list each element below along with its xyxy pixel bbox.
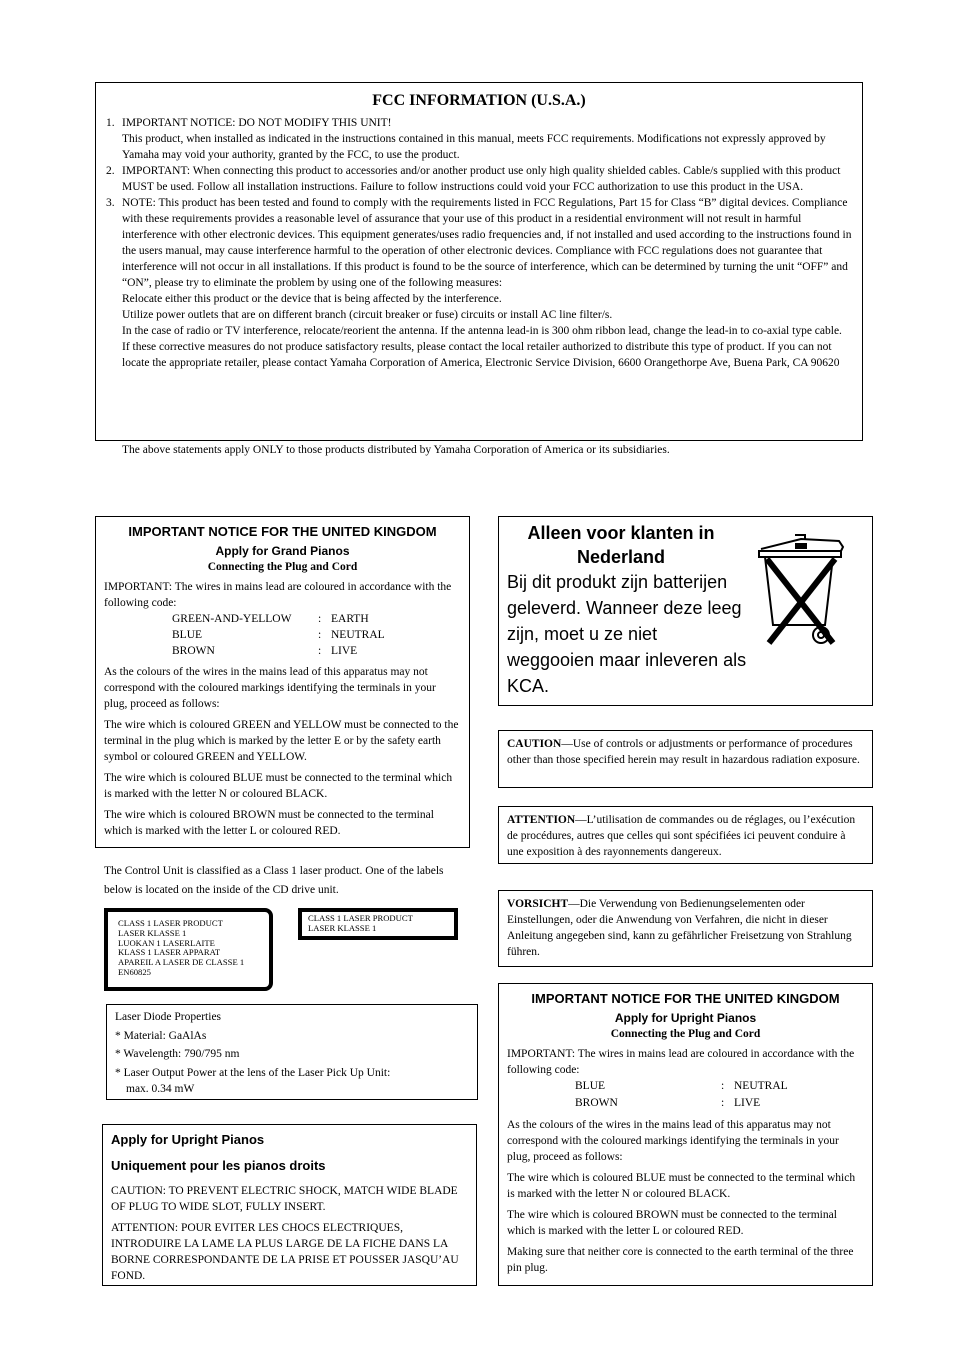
fcc-title: FCC INFORMATION (U.S.A.) xyxy=(372,92,586,109)
fcc-item-1-detail: This product, when installed as indicated in the instructions contained in this manual, meets FCC requirements. Modifications not expressly approved by Yamaha may void your authority, granted by the FCC, to use the product. xyxy=(122,133,826,161)
attention-label: ATTENTION xyxy=(507,814,576,826)
fcc-measure-3: In the case of radio or TV interference, relocate/reorient the antenna. If the antenna lead-in is 300 ohm ribbon lead, change the lead-in to co-axial type cable. xyxy=(122,325,842,337)
uk-grand-para: The wire which is coloured BROWN must be connected to the terminal which is marked with the letter L or coloured RED. xyxy=(104,809,434,837)
dutch-notice-body: Bij dit produkt zijn batterijen geleverd. Wanneer deze leeg zijn, moet u ze niet weggooien maar inleveren als KCA. xyxy=(507,572,747,696)
laser-classification-text: The Control Unit is classified as a Class 1 laser product. One of the labels below is located on the inside of the CD drive unit. xyxy=(104,865,444,896)
uk-grand-subtitle: Apply for Grand Pianos xyxy=(215,544,350,558)
uk-upright-para: As the colours of the wires in the mains lead of this apparatus may not correspond with the coloured markings identifying the terminals in your plug, proceed as follows: xyxy=(507,1119,839,1163)
caution-english xyxy=(498,730,873,788)
uk-grand-para: As the colours of the wires in the mains lead of this apparatus may not correspond with the coloured markings identifying the terminals in your plug, proceed as follows: xyxy=(104,666,436,710)
laser-label-multilingual: CLASS 1 LASER PRODUCT LASER KLASSE 1 LUOKAN 1 LASERLAITE KLASS 1 LASER APPARAT APAREIL A LASER DE CLASSE 1 EN60825 xyxy=(104,908,273,991)
fcc-item-3: 3. NOTE: This product has been tested and found to comply with the requirements listed in FCC Regulations, Part 15 for Class “B” digital devices. Compliance with these requirements provides a reasonable level of assurance that your use of this product in a residential environment will not result in harmful interference with other electronic devices. This equipment generates/uses radio frequencies and, if not installed and used according to the instructions found in the users manual, may cause interference harmful to the operation of other electronic devices. Compliance with FCC regulations does not guarantee that interference will not occur in all installations. If this product is found to be the source of interference, which can be determined by turning the unit “OFF” and “ON”, please try to eliminate the problem by using one of the following measures: xyxy=(106,197,852,289)
laser-label-short: CLASS 1 LASER PRODUCT LASER KLASSE 1 xyxy=(298,908,458,940)
fcc-item-1: 1. IMPORTANT NOTICE: DO NOT MODIFY THIS UNIT! xyxy=(106,117,392,129)
upright-heading-en: Apply for Upright Pianos xyxy=(111,1132,265,1147)
dutch-notice-title: Alleen voor klanten in Nederland xyxy=(527,523,715,567)
fcc-measure-2: Utilize power outlets that are on different branch (circuit breaker or fuse) circuits or install AC line filter/s. xyxy=(122,309,613,321)
caution-german xyxy=(498,890,873,967)
code-row: BLUE : NEUTRAL xyxy=(575,1080,788,1092)
diode-item: * Laser Output Power at the lens of the Laser Pick Up Unit: xyxy=(115,1066,391,1079)
uk-grand-para: The wire which is coloured GREEN and YELLOW must be connected to the terminal in the plug which is marked by the letter E or by the safety earth symbol or coloured GREEN and YELLOW. xyxy=(104,719,459,763)
upright-pianos-box xyxy=(102,1124,477,1286)
uk-upright-subtitle: Apply for Upright Pianos xyxy=(614,1011,757,1025)
uk-upright-subtitle2: Connecting the Plug and Cord xyxy=(610,1028,761,1040)
uk-notice-grand-box xyxy=(95,516,470,848)
upright-heading-fr: Uniquement pour les pianos droits xyxy=(111,1158,326,1173)
caution-text: —Use of controls or adjustments or performance of procedures other than those specified herein may result in hazardous radiation exposure. xyxy=(507,738,860,766)
caution-french xyxy=(498,806,873,864)
vorsicht-text: —Die Verwendung von Bedienungselementen oder Einstellungen, oder die Anwendung von Verfahren, die nicht in dieser Anleitung angegeben sind, kann zu gefährlicher Freisetzung von Strahlung führen. xyxy=(507,898,852,958)
uk-upright-title: IMPORTANT NOTICE FOR THE UNITED KINGDOM xyxy=(531,991,840,1006)
caution-label: CAUTION xyxy=(507,738,562,750)
uk-upright-para: The wire which is coloured BROWN must be connected to the terminal which is marked with the letter L or coloured RED. xyxy=(507,1209,837,1237)
uk-upright-intro: IMPORTANT: The wires in mains lead are coloured in accordance with the following code: xyxy=(507,1048,855,1076)
uk-notice-upright-box xyxy=(498,983,873,1286)
uk-grand-para: The wire which is coloured BLUE must be connected to the terminal which is marked with the letter N or coloured BLACK. xyxy=(104,772,453,800)
code-row: BROWN : LIVE xyxy=(575,1097,761,1109)
attention-text: —L’utilisation de commandes ou de réglages, ou l’exécution de procédures, autres que celles qui sont spécifiées ici peuvent conduire à une exposition à des rayonnements dangereux. xyxy=(507,814,856,858)
diode-item: * Wavelength: 790/795 nm xyxy=(115,1048,240,1060)
fcc-list xyxy=(106,115,852,371)
diode-item-value: max. 0.34 mW xyxy=(126,1082,195,1095)
uk-grand-intro: IMPORTANT: The wires in mains lead are coloured in accordance with the following code: xyxy=(104,581,452,609)
dutch-battery-notice xyxy=(498,516,873,706)
uk-upright-code-table xyxy=(575,1078,788,1112)
code-row: BLUE : NEUTRAL xyxy=(172,629,385,641)
diode-item: * Material: GaAlAs xyxy=(115,1029,207,1042)
diode-title: Laser Diode Properties xyxy=(115,1011,222,1023)
fcc-item-2: 2. IMPORTANT: When connecting this product to accessories and/or another product use only high quality shielded cables. Cable/s supplied with this product MUST be used. Follow all installation instructions. Failure to follow instructions could void your FCC authorization to use this product in the USA. xyxy=(106,165,841,193)
fcc-information-box xyxy=(95,82,863,441)
crossed-out-wheelie-bin-icon xyxy=(755,525,847,653)
uk-grand-title: IMPORTANT NOTICE FOR THE UNITED KINGDOM xyxy=(128,524,437,539)
laser-diode-properties xyxy=(106,1004,478,1100)
vorsicht-label: VORSICHT xyxy=(507,898,569,910)
uk-grand-subtitle2: Connecting the Plug and Cord xyxy=(207,561,358,573)
fcc-measure-4: If these corrective measures do not produce satisfactory results, please contact the local retailer authorized to distribute this type of product. If you can not locate the appropriate retailer, please contact Yamaha Corporation of America, Electronic Service Division, 6600 Orangethorpe Ave, Buena Park, CA 90620 xyxy=(122,341,840,369)
fcc-measure-1: Relocate either this product or the device that is being affected by the interference. xyxy=(122,293,502,305)
code-row: BROWN : LIVE xyxy=(172,645,358,657)
uk-grand-code-table xyxy=(172,611,385,659)
upright-attention: ATTENTION: POUR EVITER LES CHOCS ELECTRIQUES, INTRODUIRE LA LAME LA PLUS LARGE DE LA FICHE DANS LA BORNE CORRESPONDANTE DE LA PRISE ET POUSSER JASQU’AU FOND. xyxy=(111,1222,459,1282)
uk-upright-para: The wire which is coloured BLUE must be connected to the terminal which is marked with the letter N or coloured BLACK. xyxy=(507,1172,856,1200)
upright-caution: CAUTION: TO PREVENT ELECTRIC SHOCK, MATCH WIDE BLADE OF PLUG TO WIDE SLOT, FULLY INSERT. xyxy=(111,1185,458,1213)
code-row: GREEN-AND-YELLOW : EARTH xyxy=(172,613,369,625)
uk-upright-para: Making sure that neither core is connected to the earth terminal of the three pin plug. xyxy=(507,1246,854,1274)
fcc-footer-note: The above statements apply ONLY to those products distributed by Yamaha Corporation of America or its subsidiaries. xyxy=(122,444,670,456)
